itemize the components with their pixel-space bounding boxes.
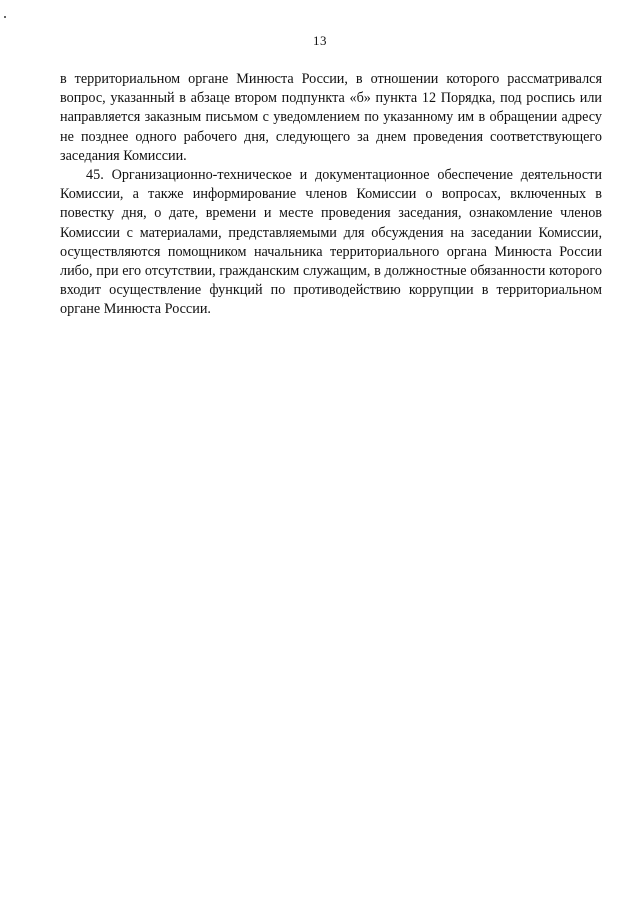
page-number: 13 (313, 33, 327, 48)
scan-speck (4, 16, 6, 18)
paragraph-45: 45. Организационно-техническое и документационное обеспечение деятельности Комиссии, а также информирование членов Комиссии о вопросах, включенных в повестку дня, о дате, времени и месте проведения заседания, ознакомление членов Комиссии с материалами, представляемыми для обсуждения на заседании Комиссии, осуществляются помощником начальника территориального органа Минюста России либо, при его отсутствии, гражданским служащим, в должностные обязанности которого входит осуществление функций по противодействию коррупции в территориальном органе Минюста России. (60, 167, 602, 318)
document-body (60, 70, 602, 320)
paragraph-continuation: в территориальном органе Минюста России, в отношении которого рассматривался вопрос, указанный в абзаце втором подпункта «б» пункта 12 Порядка, под роспись или направляется заказным письмом с уведомлением по указанному им в обращении адресу не позднее одного рабочего дня, следующего за днем проведения соответствующего заседания Комиссии. (60, 71, 602, 164)
